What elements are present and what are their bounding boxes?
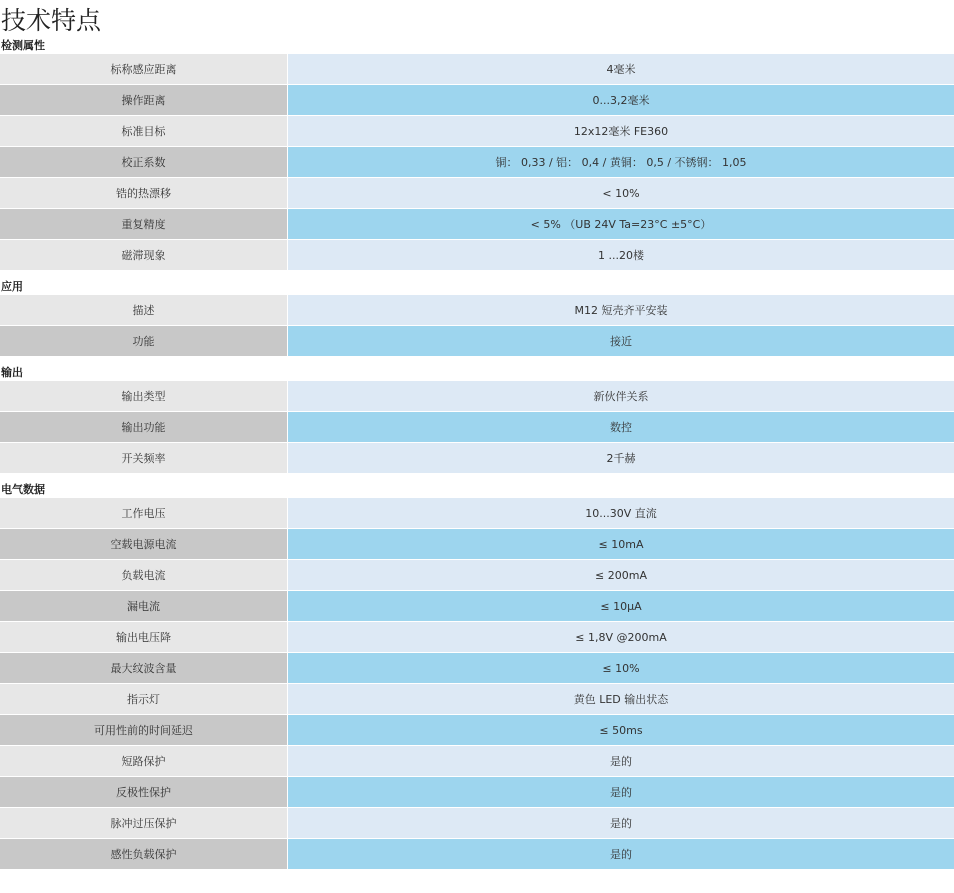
row-label: 功能 [0, 326, 288, 357]
table-row [0, 443, 954, 474]
table-row [0, 498, 954, 529]
table-row [0, 839, 954, 870]
section-title: 检测属性 [0, 38, 954, 54]
table-row [0, 622, 954, 653]
row-label: 负载电流 [0, 560, 288, 591]
table-row [0, 85, 954, 116]
row-label: 可用性前的时间延迟 [0, 715, 288, 746]
row-label: 操作距离 [0, 85, 288, 116]
row-value: ≤ 1,8V @200mA [288, 622, 954, 653]
row-label: 锆的热漂移 [0, 178, 288, 209]
row-value: ≤ 50ms [288, 715, 954, 746]
row-label: 反极性保护 [0, 777, 288, 808]
row-value: ≤ 200mA [288, 560, 954, 591]
section-electrical-data [0, 482, 954, 870]
row-value: 是的 [288, 746, 954, 777]
row-label: 脉冲过压保护 [0, 808, 288, 839]
row-label: 漏电流 [0, 591, 288, 622]
row-label: 输出类型 [0, 381, 288, 412]
table-row [0, 240, 954, 271]
row-value: M12 短壳齐平安装 [288, 295, 954, 326]
row-value: 铜： 0,33 / 铝： 0,4 / 黄铜： 0,5 / 不锈钢： 1,05 [288, 147, 954, 178]
table-row [0, 653, 954, 684]
section-detection-properties [0, 38, 954, 271]
row-value: 是的 [288, 808, 954, 839]
row-label: 输出功能 [0, 412, 288, 443]
row-value: 2千赫 [288, 443, 954, 474]
section-output [0, 365, 954, 474]
row-value: 新伙伴关系 [288, 381, 954, 412]
section-title: 输出 [0, 365, 954, 381]
table-row [0, 777, 954, 808]
row-label: 校正系数 [0, 147, 288, 178]
table-row [0, 746, 954, 777]
table-row [0, 412, 954, 443]
table-row [0, 529, 954, 560]
table-row [0, 684, 954, 715]
row-value: 1 ...20楼 [288, 240, 954, 271]
row-label: 磁滞现象 [0, 240, 288, 271]
section-application [0, 279, 954, 357]
row-label: 短路保护 [0, 746, 288, 777]
row-value: ≤ 10µA [288, 591, 954, 622]
row-value: 12x12毫米 FE360 [288, 116, 954, 147]
row-value: 0...3,2毫米 [288, 85, 954, 116]
row-value: 4毫米 [288, 54, 954, 85]
row-label: 开关频率 [0, 443, 288, 474]
table-row [0, 560, 954, 591]
table-row [0, 808, 954, 839]
row-label: 工作电压 [0, 498, 288, 529]
row-value: ≤ 10mA [288, 529, 954, 560]
row-value: 接近 [288, 326, 954, 357]
row-value: < 10% [288, 178, 954, 209]
row-value: 是的 [288, 839, 954, 870]
row-label: 重复精度 [0, 209, 288, 240]
row-label: 最大纹波含量 [0, 653, 288, 684]
table-row [0, 147, 954, 178]
table-row [0, 54, 954, 85]
table-row [0, 116, 954, 147]
table-row [0, 209, 954, 240]
row-value: 数控 [288, 412, 954, 443]
page-title: 技术特点 [1, 4, 954, 38]
section-title: 应用 [0, 279, 954, 295]
row-label: 指示灯 [0, 684, 288, 715]
row-label: 描述 [0, 295, 288, 326]
table-row [0, 381, 954, 412]
row-label: 标准目标 [0, 116, 288, 147]
spec-table [0, 295, 954, 357]
row-value: < 5% （UB 24V Ta=23°C ±5°C） [288, 209, 954, 240]
spec-table [0, 381, 954, 474]
row-value: 10...30V 直流 [288, 498, 954, 529]
row-label: 输出电压降 [0, 622, 288, 653]
row-label: 空载电源电流 [0, 529, 288, 560]
row-label: 感性负载保护 [0, 839, 288, 870]
spec-table [0, 498, 954, 870]
table-row [0, 178, 954, 209]
row-value: ≤ 10% [288, 653, 954, 684]
section-title: 电气数据 [0, 482, 954, 498]
table-row [0, 715, 954, 746]
row-label: 标称感应距离 [0, 54, 288, 85]
table-row [0, 326, 954, 357]
table-row [0, 591, 954, 622]
row-value: 是的 [288, 777, 954, 808]
row-value: 黄色 LED 输出状态 [288, 684, 954, 715]
table-row [0, 295, 954, 326]
spec-table [0, 54, 954, 271]
